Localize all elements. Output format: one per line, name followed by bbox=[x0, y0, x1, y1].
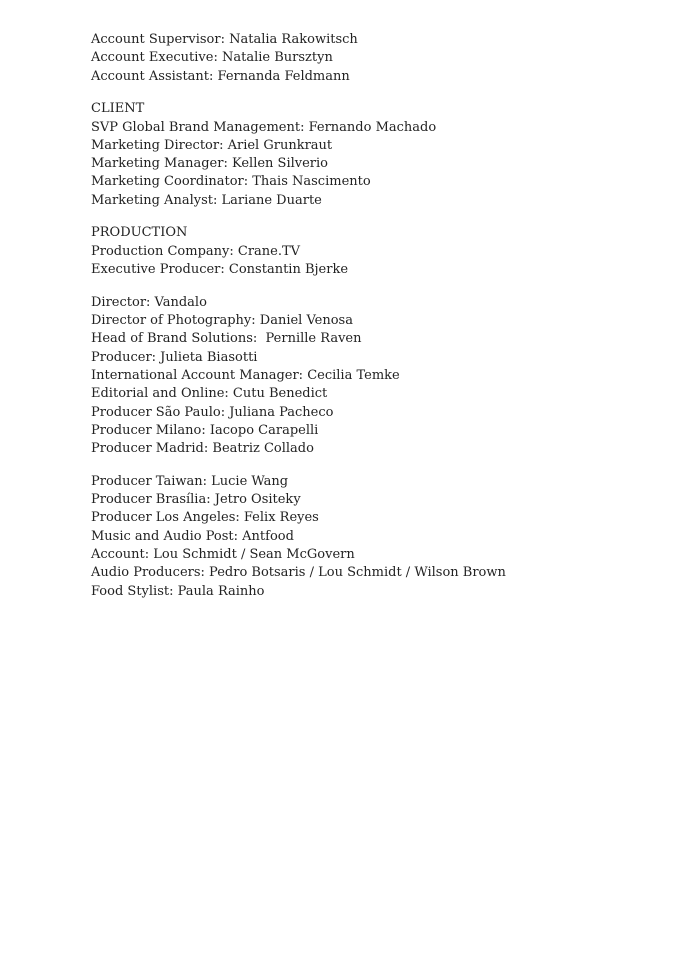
credit-line: Editorial and Online: Cutu Benedict bbox=[91, 386, 328, 402]
credit-line: Account: Lou Schmidt / Sean McGovern bbox=[91, 546, 355, 562]
credit-line: Production Company: Crane.TV bbox=[91, 243, 301, 259]
credit-line: Producer Milano: Iacopo Carapelli bbox=[91, 422, 319, 438]
credit-line: Audio Producers: Pedro Botsaris / Lou Schmidt / Wilson Brown bbox=[91, 565, 506, 581]
credit-line: Producer Brasília: Jetro Ositeky bbox=[91, 492, 301, 508]
production-crew-group bbox=[91, 294, 651, 459]
credit-line: Director: Vandalo bbox=[91, 294, 207, 310]
credit-line: Marketing Manager: Kellen Silverio bbox=[91, 156, 329, 172]
credit-line: Director of Photography: Daniel Venosa bbox=[91, 313, 353, 329]
credit-line: Producer Taiwan: Lucie Wang bbox=[91, 473, 289, 489]
section-heading-production: PRODUCTION bbox=[91, 225, 188, 241]
credits-document bbox=[91, 31, 651, 615]
credit-line: Producer Los Angeles: Felix Reyes bbox=[91, 510, 319, 526]
credit-line: Account Assistant: Fernanda Feldmann bbox=[91, 68, 350, 84]
credit-line: International Account Manager: Cecilia Temke bbox=[91, 367, 400, 383]
credit-line: Producer: Julieta Biasotti bbox=[91, 349, 258, 365]
agency-account-group bbox=[91, 31, 651, 86]
credit-line: Executive Producer: Constantin Bjerke bbox=[91, 262, 349, 278]
credit-line: Marketing Analyst: Lariane Duarte bbox=[91, 192, 322, 208]
credit-line: Marketing Director: Ariel Grunkraut bbox=[91, 137, 333, 153]
credit-line: Marketing Coordinator: Thais Nascimento bbox=[91, 174, 371, 190]
credit-line: SVP Global Brand Management: Fernando Machado bbox=[91, 119, 437, 135]
credit-line: Account Executive: Natalie Bursztyn bbox=[91, 50, 333, 66]
credit-line: Producer Madrid: Beatriz Collado bbox=[91, 441, 314, 457]
credit-line: Food Stylist: Paula Rainho bbox=[91, 583, 265, 599]
credit-line: Producer São Paulo: Juliana Pacheco bbox=[91, 404, 334, 420]
credit-line: Music and Audio Post: Antfood bbox=[91, 528, 294, 544]
section-heading-client: CLIENT bbox=[91, 101, 145, 117]
production-group bbox=[91, 224, 651, 279]
credit-line: Head of Brand Solutions: Pernille Raven bbox=[91, 331, 362, 347]
credit-line: Account Supervisor: Natalia Rakowitsch bbox=[91, 32, 358, 47]
client-group bbox=[91, 100, 651, 210]
regional-producers-group bbox=[91, 473, 651, 601]
